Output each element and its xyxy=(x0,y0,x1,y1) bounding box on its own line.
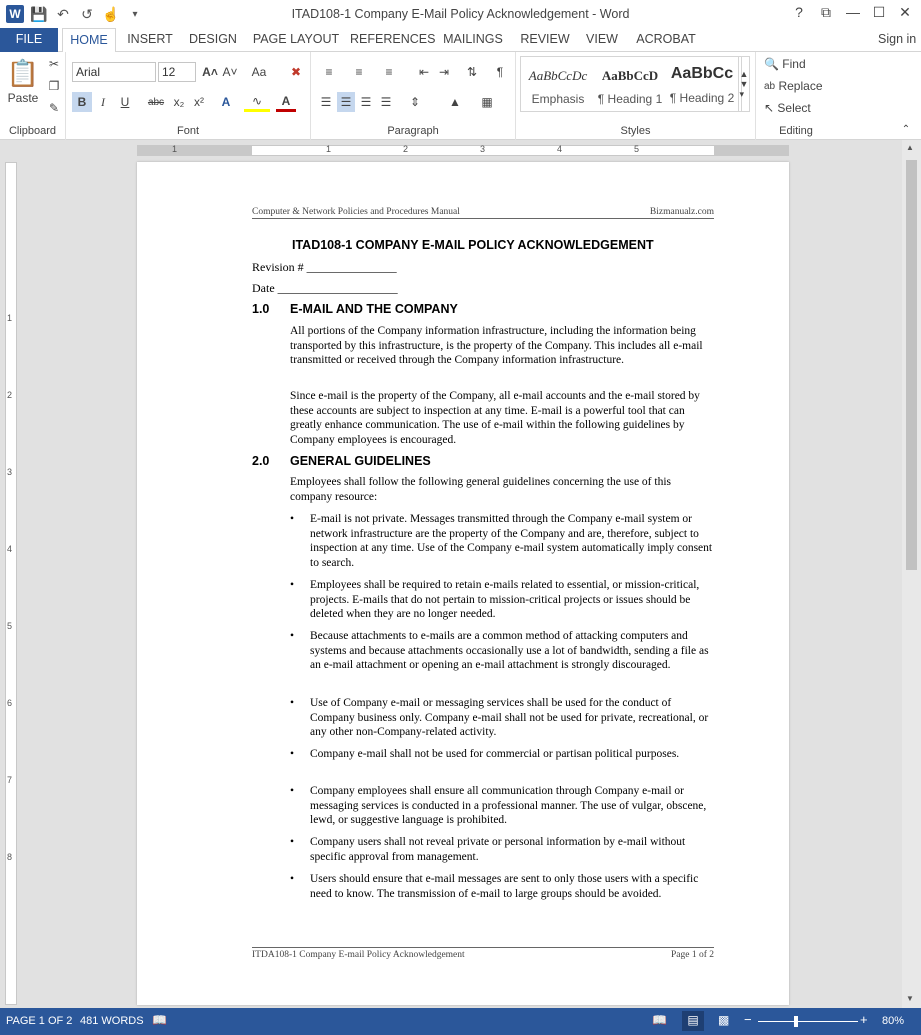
font-size-select[interactable]: 12 xyxy=(158,62,196,82)
decrease-indent-icon[interactable]: ⇤ xyxy=(418,65,430,79)
zoom-slider-thumb[interactable] xyxy=(794,1016,798,1027)
clipboard-label: Clipboard xyxy=(8,125,57,137)
footer-right: Page 1 of 2 xyxy=(670,950,714,960)
ruler-left-margin xyxy=(137,145,252,156)
customize-toolbar-icon[interactable]: ▾ xyxy=(132,8,138,20)
tab-acrobat[interactable]: ACROBAT xyxy=(636,32,696,46)
revision-line: Revision # _______________ xyxy=(252,260,397,274)
list-item-text: Because attachments to e-mails are a common method of attacking computers and systems and because attachments occasionally use a lot of bandwidth, sending a file as an e-mail attachment or opening an e-mail attachment is strongly discouraged. xyxy=(310,630,709,672)
find-icon: 🔍 xyxy=(764,57,779,71)
style-heading-2[interactable] xyxy=(666,56,738,112)
sort-icon[interactable]: ⇅ xyxy=(466,65,478,79)
tab-review[interactable]: REVIEW xyxy=(520,32,570,46)
tab-mailings[interactable]: MAILINGS xyxy=(443,32,503,46)
zoom-level[interactable]: 80% xyxy=(882,1015,905,1027)
font-label: Font xyxy=(176,125,199,137)
ruler-number: 5 xyxy=(634,144,640,154)
style-heading-1-sample: AaBbCcD xyxy=(601,68,659,83)
section-number: 2.0 xyxy=(252,454,270,468)
bullet-icon: • xyxy=(290,836,295,848)
select-label: Select xyxy=(777,101,811,115)
ruler-right-margin xyxy=(714,145,789,156)
sign-in-link[interactable]: Sign in xyxy=(878,32,917,46)
select-icon: ↖ xyxy=(764,101,775,115)
page-header xyxy=(252,207,714,219)
status-bar xyxy=(0,1008,921,1035)
list-item xyxy=(290,696,716,740)
date-line: Date ____________________ xyxy=(252,281,398,295)
vruler-number: 5 xyxy=(7,621,13,631)
scroll-up-icon[interactable]: ▲ xyxy=(906,143,914,152)
list-item xyxy=(290,872,716,901)
ribbon xyxy=(0,52,921,140)
increase-indent-icon[interactable]: ⇥ xyxy=(438,65,450,79)
document-page[interactable] xyxy=(137,162,789,1005)
list-item xyxy=(290,629,716,673)
bullet-icon: • xyxy=(290,630,295,642)
paragraph: All portions of the Company information infrastructure, including the information being transported by this infrastructure, is the property of the Company. This includes all e-mail transmitted or received through the Company information infrastructure. xyxy=(290,325,703,367)
align-right-icon[interactable]: ☰ xyxy=(360,95,372,109)
select-button[interactable] xyxy=(764,98,834,118)
zoom-in-icon[interactable]: + xyxy=(860,1012,868,1027)
bullet-icon: • xyxy=(290,873,295,885)
vruler-number: 1 xyxy=(7,313,13,323)
style-heading-1-name: ¶ Heading 1 xyxy=(597,92,663,106)
tab-page-layout[interactable]: PAGE LAYOUT xyxy=(252,32,340,46)
bullets-icon[interactable]: ≡ xyxy=(325,65,333,79)
bullet-icon: • xyxy=(290,748,295,760)
list-item xyxy=(290,835,716,864)
multilevel-list-icon[interactable]: ≡ xyxy=(385,65,393,79)
underline-button[interactable]: U xyxy=(120,95,130,109)
ruler-number: 1 xyxy=(326,144,332,154)
ruler-number: 3 xyxy=(480,144,486,154)
vertical-scrollbar[interactable] xyxy=(902,140,921,1008)
read-mode-icon[interactable]: 📖 xyxy=(652,1013,667,1027)
paste-button[interactable]: Paste xyxy=(7,91,39,105)
tab-references[interactable]: REFERENCES xyxy=(350,32,436,46)
list-item xyxy=(290,747,716,762)
cut-icon[interactable]: ✂ xyxy=(48,57,60,71)
header-left: Computer & Network Policies and Procedures Manual xyxy=(252,207,460,217)
vertical-ruler[interactable] xyxy=(5,162,17,1005)
proofing-icon[interactable]: 📖 xyxy=(152,1013,167,1027)
minimize-button[interactable]: — xyxy=(846,4,860,20)
line-spacing-icon[interactable]: ⇕ xyxy=(409,95,421,109)
style-heading-2-name: ¶ Heading 2 xyxy=(669,91,735,105)
style-heading-2-sample: AaBbCc xyxy=(670,65,734,82)
undo-icon[interactable]: ↶ xyxy=(57,5,69,22)
scroll-down-icon[interactable]: ▼ xyxy=(906,994,914,1003)
word-app-icon[interactable]: W xyxy=(6,5,24,23)
find-label: Find xyxy=(782,57,806,71)
bullet-icon: • xyxy=(290,513,295,525)
word-count[interactable]: 481 WORDS xyxy=(80,1015,144,1027)
bullet-icon: • xyxy=(290,785,295,797)
change-case-button[interactable]: Aa xyxy=(251,65,267,79)
footer-left: ITDA108-1 Company E-mail Policy Acknowledgement xyxy=(252,950,465,960)
font-name-select[interactable]: Arial xyxy=(72,62,156,82)
section-heading xyxy=(252,302,458,316)
section-title: E-MAIL AND THE COMPANY xyxy=(290,302,458,316)
bullet-icon: • xyxy=(290,697,295,709)
ribbon-display-icon[interactable]: ⧉ xyxy=(821,4,831,20)
save-icon[interactable]: 💾 xyxy=(30,5,48,22)
paragraph-group xyxy=(311,52,516,140)
help-button[interactable]: ? xyxy=(795,4,803,20)
list-item-text: Employees shall be required to retain e-mails related to essential, or mission-critical, projects. E-mails that do not pertain to mission-critical projects or issues should be deleted when they are no longer needed. xyxy=(310,579,700,621)
replace-label: Replace xyxy=(778,79,823,93)
header-right: Bizmanualz.com xyxy=(649,207,714,217)
vruler-number: 8 xyxy=(7,852,13,862)
zoom-out-icon[interactable]: − xyxy=(744,1012,752,1027)
list-item-text: E-mail is not private. Messages transmitted through the Company e-mail system or network infrastructure are the property of the Company and are, therefore, subject to inspection at any time. Use of the Company e-mail system automatically imply consent to search. xyxy=(310,513,713,569)
page-footer xyxy=(252,947,714,960)
close-button[interactable]: ✕ xyxy=(899,4,911,20)
print-layout-icon[interactable]: ▤ xyxy=(682,1011,704,1031)
tab-view[interactable]: VIEW xyxy=(586,32,618,46)
styles-label: Styles xyxy=(620,125,651,137)
section-number: 1.0 xyxy=(252,302,270,316)
tab-home[interactable]: HOME xyxy=(62,28,116,53)
clear-formatting-icon[interactable]: ✖ xyxy=(290,65,302,79)
align-left-icon[interactable]: ☰ xyxy=(320,95,332,109)
horizontal-ruler[interactable] xyxy=(0,140,921,160)
touch-mode-icon[interactable]: ☝ xyxy=(102,5,120,22)
paragraph-label: Paragraph xyxy=(387,125,439,137)
ruler-number: 1 xyxy=(172,144,178,154)
maximize-button[interactable]: ☐ xyxy=(872,4,886,20)
vruler-number: 4 xyxy=(7,544,13,554)
paragraph: Since e-mail is the property of the Company, all e-mail accounts and the e-mail stored by these accounts are subject to inspection at any time. E-mail is a powerful tool that can greatly enhance communication. The use of e-mail within the following guidelines by Company employees is encouraged. xyxy=(290,390,700,446)
vruler-number: 3 xyxy=(7,467,13,477)
shading-icon[interactable]: ▲ xyxy=(449,95,461,109)
vruler-number: 6 xyxy=(7,698,13,708)
text-effects-icon[interactable]: A xyxy=(221,95,231,109)
document-title: ITAD108-1 COMPANY E-MAIL POLICY ACKNOWLEDGEMENT xyxy=(292,238,654,252)
justify-icon[interactable]: ☰ xyxy=(380,95,392,109)
ribbon-tabs xyxy=(0,28,921,52)
subscript-button[interactable]: x₂ xyxy=(173,95,185,109)
bullet-icon: • xyxy=(290,579,295,591)
page-count[interactable]: PAGE 1 OF 2 xyxy=(6,1015,73,1027)
bold-button[interactable]: B xyxy=(72,92,92,112)
tab-insert[interactable]: INSERT xyxy=(127,32,173,46)
section-heading xyxy=(252,454,431,468)
style-emphasis-sample: AaBbCcDc xyxy=(528,68,588,83)
window-title: ITAD108-1 Company E-Mail Policy Acknowledgement - Word xyxy=(291,7,630,21)
list-item-text: Company users shall not reveal private or personal information by e-mail without specific approval from management. xyxy=(310,836,686,863)
superscript-button[interactable]: x² xyxy=(194,95,204,109)
collapse-ribbon-icon[interactable]: ⌃ xyxy=(901,123,911,135)
strikethrough-button[interactable]: abc xyxy=(147,96,165,108)
replace-button[interactable] xyxy=(764,76,838,96)
show-formatting-icon[interactable]: ¶ xyxy=(496,65,504,79)
styles-group xyxy=(516,52,756,140)
shrink-font-icon[interactable]: A˅ xyxy=(222,65,238,79)
scrollbar-thumb[interactable] xyxy=(906,160,917,570)
tab-design[interactable]: DESIGN xyxy=(189,32,237,46)
list-item-text: Company e-mail shall not be used for commercial or partisan political purposes. xyxy=(310,748,680,760)
style-heading-1[interactable] xyxy=(594,56,666,112)
redo-icon[interactable]: ↺ xyxy=(81,5,93,22)
section-title: GENERAL GUIDELINES xyxy=(290,454,431,468)
borders-icon[interactable]: ▦ xyxy=(481,95,493,109)
clipboard-group xyxy=(0,52,66,140)
paragraph: Employees shall follow the following general guidelines concerning the use of this company resource: xyxy=(290,476,672,503)
numbering-icon[interactable]: ≡ xyxy=(355,65,363,79)
highlight-icon[interactable]: ∿ xyxy=(244,92,270,112)
italic-button[interactable]: I xyxy=(101,94,105,109)
paste-icon[interactable]: 📋 xyxy=(6,57,40,88)
list-item-text: Company employees shall ensure all communication through Company e-mail or messaging services is conducted in a professional manner. The use of vulgar, obscene, lewd, or suggestive language is prohibited. xyxy=(310,785,707,827)
zoom-slider[interactable] xyxy=(758,1021,858,1022)
font-group xyxy=(66,52,311,140)
title-bar xyxy=(0,0,921,28)
list-item xyxy=(290,784,716,828)
list-item-text: Use of Company e-mail or messaging services shall be used for the conduct of Company business only. Company e-mail shall not be used for private, recreational, or any other non-Company-related activity. xyxy=(310,697,709,739)
style-emphasis-name: Emphasis xyxy=(531,92,585,106)
vruler-number: 7 xyxy=(7,775,13,785)
list-item-text: Users should ensure that e-mail messages are sent to only those users with a specific need to know. The transmission of e-mail to large groups should be avoided. xyxy=(310,873,699,900)
copy-icon[interactable]: ❐ xyxy=(48,79,60,93)
grow-font-icon[interactable]: A˄ xyxy=(202,65,218,79)
font-color-icon[interactable]: A xyxy=(276,92,296,112)
list-item xyxy=(290,512,716,570)
editing-label: Editing xyxy=(779,125,813,137)
find-button[interactable] xyxy=(764,54,834,74)
ruler-number: 4 xyxy=(557,144,563,154)
styles-scroll-icon[interactable]: ▲ ▼ ▾ xyxy=(738,56,750,112)
style-emphasis[interactable] xyxy=(522,56,594,112)
ruler-number: 2 xyxy=(403,144,409,154)
vruler-number: 2 xyxy=(7,390,13,400)
list-item xyxy=(290,578,716,622)
align-center-icon[interactable]: ☰ xyxy=(337,92,355,112)
replace-icon: ab xyxy=(764,80,776,92)
tab-file[interactable]: FILE xyxy=(0,28,58,52)
editing-group xyxy=(756,52,836,140)
format-painter-icon[interactable]: ✎ xyxy=(48,101,60,115)
web-layout-icon[interactable]: ▩ xyxy=(718,1013,730,1027)
